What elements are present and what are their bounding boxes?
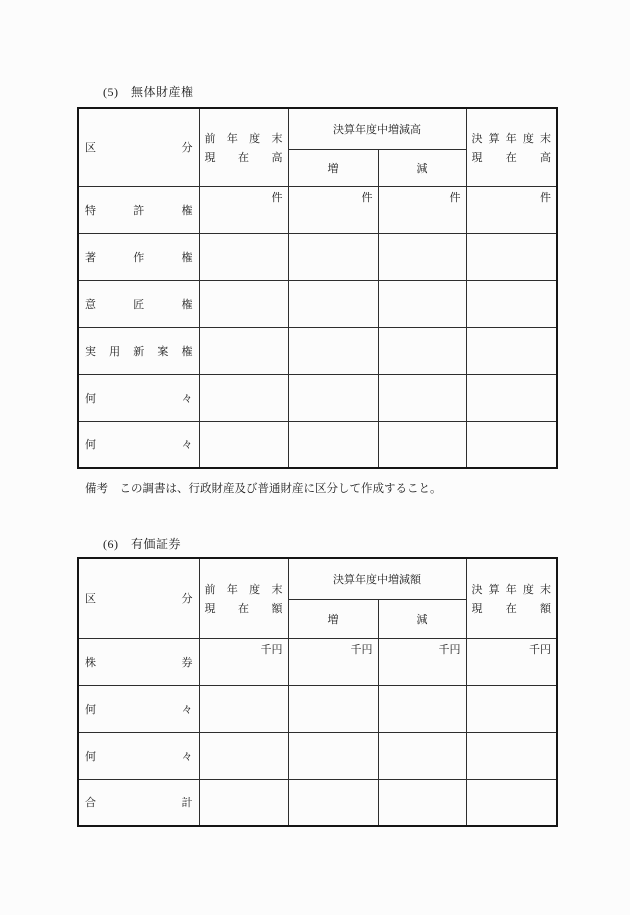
unit-cell [466, 638, 557, 685]
empty-cell [378, 685, 466, 732]
fiscal-year-change-amount-header: 決算年度中増減額 [288, 558, 466, 599]
table-row [78, 186, 557, 233]
empty-cell [378, 327, 466, 374]
increase-header: 増 [288, 599, 378, 638]
increase-header: 増 [288, 149, 378, 186]
empty-cell [378, 233, 466, 280]
row-label-patent: 特 許 権 [78, 186, 199, 233]
empty-cell [466, 732, 557, 779]
empty-cell [288, 374, 378, 421]
unit-label: 千円 [529, 643, 551, 656]
empty-cell [466, 233, 557, 280]
empty-cell [466, 374, 557, 421]
empty-cell [378, 421, 466, 468]
division-column-header-label: 区 分 [85, 142, 193, 155]
row-label-stock-certificate: 株 券 [78, 638, 199, 685]
empty-cell [288, 233, 378, 280]
empty-cell [199, 374, 288, 421]
empty-cell [199, 779, 288, 826]
empty-cell [288, 280, 378, 327]
fiscal-year-change-header: 決算年度中増減高 [288, 108, 466, 149]
empty-cell [378, 779, 466, 826]
table-row [78, 638, 557, 685]
empty-cell [466, 327, 557, 374]
unit-label: 件 [361, 191, 373, 204]
previous-year-end-balance-line1: 前 年 度 末 [204, 132, 283, 145]
row-label-total: 合 計 [78, 779, 199, 826]
securities-table [77, 557, 558, 827]
remarks-note: 備考 この調書は、行政財産及び普通財産に区分して作成すること。 [85, 483, 442, 495]
unit-cell [199, 186, 288, 233]
empty-cell [199, 280, 288, 327]
row-label-misc-2: 何 々 [78, 732, 199, 779]
table-row [78, 732, 557, 779]
row-label-copyright: 著 作 権 [78, 233, 199, 280]
section-6-title: (6) 有価証券 [103, 537, 181, 551]
unit-cell [378, 186, 466, 233]
empty-cell [199, 685, 288, 732]
table-row [78, 280, 557, 327]
row-label-design-right: 意 匠 権 [78, 280, 199, 327]
division-column-header [78, 108, 199, 186]
empty-cell [199, 421, 288, 468]
empty-cell [288, 685, 378, 732]
empty-cell [378, 732, 466, 779]
empty-cell [288, 732, 378, 779]
section-5-title: (5) 無体財産権 [103, 85, 194, 99]
row-label-misc-2: 何 々 [78, 421, 199, 468]
empty-cell [199, 732, 288, 779]
row-label-utility-model: 実 用 新 案 権 [78, 327, 199, 374]
unit-label: 件 [449, 191, 461, 204]
empty-cell [466, 421, 557, 468]
intangible-property-table [77, 107, 558, 469]
table-row [78, 685, 557, 732]
previous-year-end-balance-line2: 現 在 高 [204, 151, 283, 164]
empty-cell [288, 421, 378, 468]
fiscal-year-end-amount-line1: 決 算 年 度 末 [471, 583, 551, 596]
previous-year-end-amount-header [199, 558, 288, 638]
table-row [78, 779, 557, 826]
empty-cell [466, 685, 557, 732]
unit-label: 千円 [350, 643, 373, 656]
fiscal-year-end-balance-header [466, 108, 557, 186]
table-row [78, 327, 557, 374]
row-label-misc-1: 何 々 [78, 685, 199, 732]
unit-cell [288, 638, 378, 685]
division-column-header-label: 区 分 [85, 593, 193, 606]
table-row [78, 374, 557, 421]
unit-label: 千円 [438, 643, 461, 656]
previous-year-end-balance-header [199, 108, 288, 186]
unit-cell [199, 638, 288, 685]
fiscal-year-end-balance-line2: 現 在 高 [471, 151, 551, 164]
empty-cell [466, 779, 557, 826]
unit-cell [466, 186, 557, 233]
empty-cell [199, 233, 288, 280]
fiscal-year-end-balance-line1: 決 算 年 度 末 [471, 132, 551, 145]
division-column-header [78, 558, 199, 638]
unit-label: 千円 [260, 643, 283, 656]
fiscal-year-end-amount-line2: 現 在 額 [471, 602, 551, 615]
unit-cell [378, 638, 466, 685]
table-row [78, 233, 557, 280]
empty-cell [288, 779, 378, 826]
empty-cell [378, 374, 466, 421]
empty-cell [378, 280, 466, 327]
unit-label: 件 [271, 191, 283, 204]
decrease-header: 減 [378, 149, 466, 186]
previous-year-end-amount-line1: 前 年 度 末 [204, 583, 283, 596]
fiscal-year-end-amount-header [466, 558, 557, 638]
unit-label: 件 [540, 191, 551, 204]
previous-year-end-amount-line2: 現 在 額 [204, 602, 283, 615]
decrease-header: 減 [378, 599, 466, 638]
empty-cell [288, 327, 378, 374]
unit-cell [288, 186, 378, 233]
table-row [78, 421, 557, 468]
row-label-misc-1: 何 々 [78, 374, 199, 421]
empty-cell [466, 280, 557, 327]
empty-cell [199, 327, 288, 374]
